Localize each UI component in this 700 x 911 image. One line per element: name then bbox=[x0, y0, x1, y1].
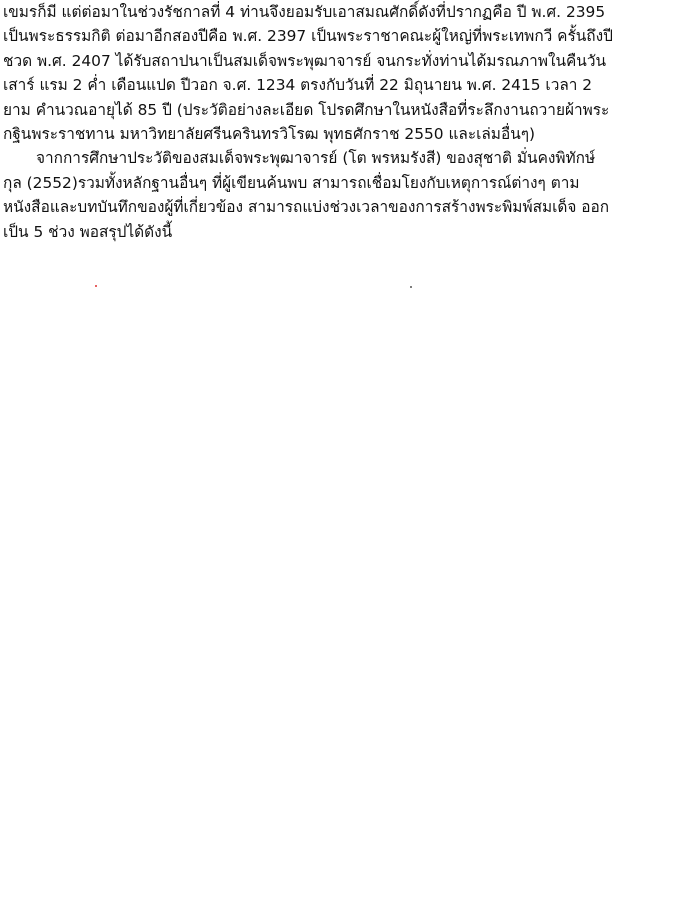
text-line: กฐินพระราชทาน มหาวิทยาลัยศรีนครินทรวิโรฒ พุทธศักราช 2550 และเล่มอื่นๆ) bbox=[3, 124, 535, 143]
text-line: ชวด พ.ศ. 2407 ได้รับสถาปนาเป็นสมเด็จพระพุฒาจารย์ จนกระทั่งท่านได้มรณภาพในคืนวัน bbox=[3, 51, 606, 70]
text-line: เสาร์ แรม 2 ค่ำ เดือนแปด ปีวอก จ.ศ. 1234 ตรงกับวันที่ 22 มิถุนายน พ.ศ. 2415 เวลา 2 bbox=[3, 76, 593, 95]
text-line: เขมรก็มี แต่ต่อมาในช่วงรัชกาลที่ 4 ท่านจึงยอมรับเอาสมณศักดิ์ดังที่ปรากฏคือ ปี พ.ศ. 2395 bbox=[3, 3, 606, 21]
paragraph-2 bbox=[3, 146, 697, 244]
stray-mark bbox=[95, 285, 97, 287]
document-text bbox=[3, 0, 697, 244]
text-line: ยาม คำนวณอายุได้ 85 ปี (ประวัติอย่างละเอียด โปรดศึกษาในหนังสือที่ระลึกงานถวายผ้าพระ bbox=[3, 100, 610, 119]
text-line-indented: จากการศึกษาประวัติของสมเด็จพระพุฒาจารย์ (โต พรหมรังสี) ของสุชาติ มั่นคงพิทักษ์ bbox=[36, 149, 596, 168]
paragraph-1 bbox=[3, 0, 697, 146]
text-line: เป็น 5 ช่วง พอสรุปได้ดังนี้ bbox=[3, 222, 173, 241]
text-line: เป็นพระธรรมกิติ ต่อมาอีกสองปีคือ พ.ศ. 2397 เป็นพระราชาคณะผู้ใหญ่ที่พระเทพกวี ครั้นถึงปี bbox=[3, 27, 613, 46]
text-line: กุล (2552)รวมทั้งหลักฐานอื่นๆ ที่ผู้เขียนค้นพบ สามารถเชื่อมโยงกับเหตุการณ์ต่างๆ ตาม bbox=[3, 173, 580, 192]
stray-mark bbox=[410, 286, 412, 288]
text-line: หนังสือและบทบันทึกของผู้ที่เกี่ยวข้อง สามารถแบ่งช่วงเวลาของการสร้างพระพิมพ์สมเด็จ ออก bbox=[3, 198, 610, 217]
